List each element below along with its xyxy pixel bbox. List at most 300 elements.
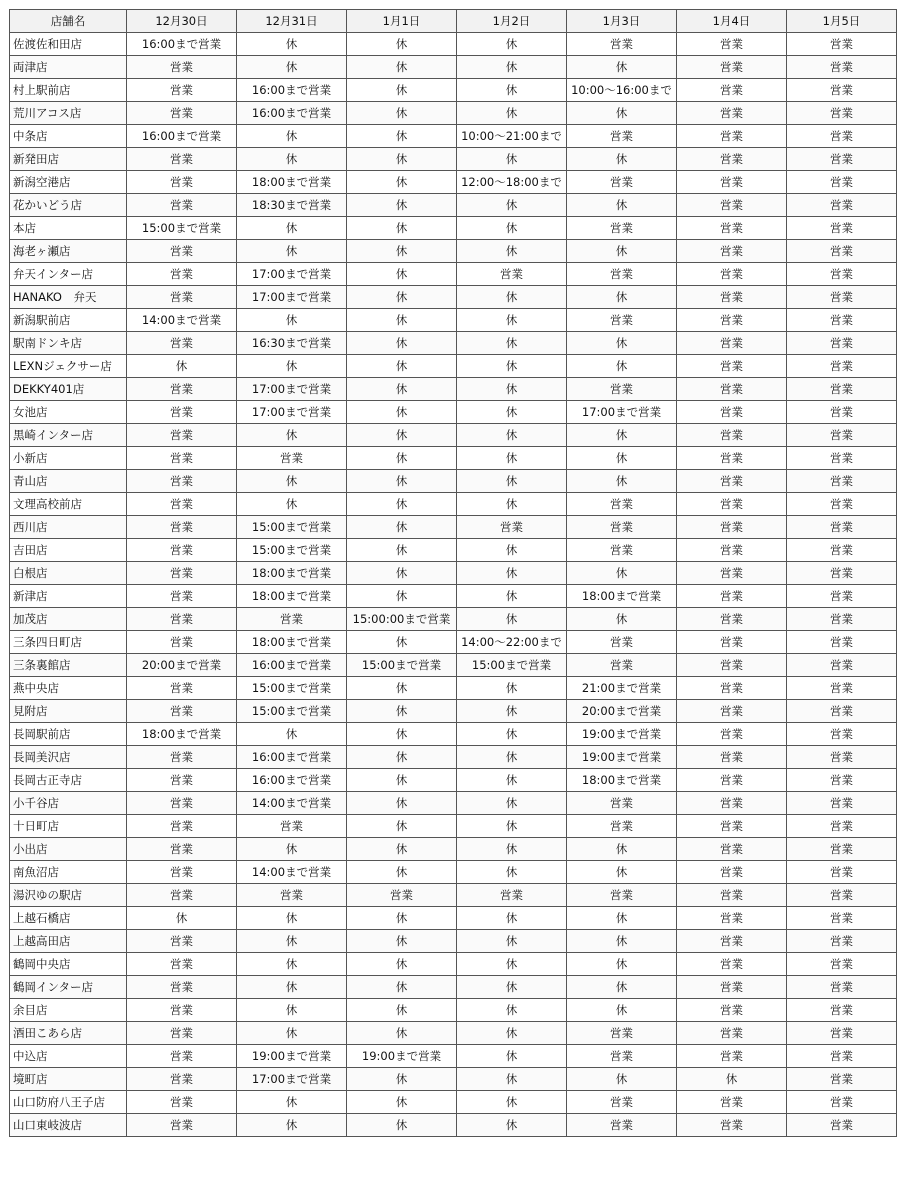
status-cell: 休 [237,930,347,953]
store-name-cell: 境町店 [10,1068,127,1091]
status-cell: 営業 [677,976,787,999]
status-cell: 21:00まで営業 [567,677,677,700]
table-row [10,1022,897,1045]
status-cell: 営業 [567,654,677,677]
status-cell: 休 [457,907,567,930]
status-cell: 休 [457,217,567,240]
status-cell: 営業 [567,884,677,907]
status-cell: 営業 [567,631,677,654]
status-cell: 営業 [677,723,787,746]
status-cell: 19:00まで営業 [237,1045,347,1068]
status-cell: 10:00～21:00まで [457,125,567,148]
status-cell: 営業 [127,516,237,539]
status-cell: 営業 [127,56,237,79]
status-cell: 休 [127,355,237,378]
status-cell: 休 [457,332,567,355]
table-row [10,447,897,470]
status-cell: 営業 [127,608,237,631]
status-cell: 営業 [677,79,787,102]
store-name-cell: 小千谷店 [10,792,127,815]
status-cell: 休 [457,240,567,263]
status-cell: 休 [237,493,347,516]
status-cell: 休 [347,240,457,263]
status-cell: 営業 [127,1091,237,1114]
column-header-date: 12月30日 [127,10,237,33]
store-name-cell: 新潟空港店 [10,171,127,194]
table-row [10,355,897,378]
status-cell: 休 [457,286,567,309]
status-cell: 休 [457,424,567,447]
table-row [10,148,897,171]
status-cell: 営業 [787,815,897,838]
status-cell: 休 [347,217,457,240]
status-cell: 営業 [677,447,787,470]
status-cell: 15:00まで営業 [237,700,347,723]
status-cell: 休 [567,286,677,309]
store-name-cell: 弁天インター店 [10,263,127,286]
status-cell: 休 [347,493,457,516]
status-cell: 営業 [127,148,237,171]
table-row [10,33,897,56]
status-cell: 営業 [787,792,897,815]
status-cell: 営業 [787,378,897,401]
status-cell: 営業 [677,792,787,815]
status-cell: 営業 [127,953,237,976]
status-cell: 20:00まで営業 [567,700,677,723]
table-row [10,953,897,976]
status-cell: 営業 [127,769,237,792]
status-cell: 15:00まで営業 [457,654,567,677]
status-cell: 営業 [127,447,237,470]
status-cell: 休 [457,194,567,217]
store-name-cell: 女池店 [10,401,127,424]
store-name-cell: 黒崎インター店 [10,424,127,447]
status-cell: 休 [457,930,567,953]
store-name-cell: 燕中央店 [10,677,127,700]
status-cell: 営業 [127,884,237,907]
status-cell: 営業 [237,608,347,631]
status-cell: 営業 [677,332,787,355]
status-cell: 休 [347,79,457,102]
status-cell: 営業 [567,539,677,562]
status-cell: 休 [567,148,677,171]
store-name-cell: 新津店 [10,585,127,608]
status-cell: 営業 [787,424,897,447]
status-cell: 営業 [567,1091,677,1114]
table-row [10,401,897,424]
store-name-cell: 中込店 [10,1045,127,1068]
table-row [10,539,897,562]
status-cell: 営業 [677,539,787,562]
status-cell: 15:00:00まで営業 [347,608,457,631]
status-cell: 営業 [677,493,787,516]
status-cell: 営業 [677,56,787,79]
status-cell: 休 [457,608,567,631]
status-cell: 休 [347,194,457,217]
status-cell: 休 [347,56,457,79]
status-cell: 休 [237,217,347,240]
store-name-cell: 長岡駅前店 [10,723,127,746]
status-cell: 休 [567,470,677,493]
status-cell: 営業 [787,240,897,263]
status-cell: 営業 [677,815,787,838]
status-cell: 営業 [127,999,237,1022]
status-cell: 休 [457,976,567,999]
status-cell: 営業 [127,493,237,516]
status-cell: 営業 [787,102,897,125]
status-cell: 休 [567,240,677,263]
store-name-cell: 本店 [10,217,127,240]
status-cell: 休 [457,355,567,378]
status-cell: 休 [567,1068,677,1091]
status-cell: 休 [347,677,457,700]
status-cell: 18:00まで営業 [237,585,347,608]
store-name-cell: 文理高校前店 [10,493,127,516]
status-cell: 営業 [127,631,237,654]
status-cell: 休 [347,148,457,171]
status-cell: 休 [457,470,567,493]
status-cell: 休 [567,355,677,378]
status-cell: 休 [457,953,567,976]
status-cell: 営業 [237,447,347,470]
status-cell: 休 [677,1068,787,1091]
status-cell: 休 [237,470,347,493]
status-cell: 16:00まで営業 [237,102,347,125]
status-cell: 休 [237,1022,347,1045]
status-cell: 営業 [677,746,787,769]
status-cell: 営業 [677,217,787,240]
status-cell: 営業 [787,1068,897,1091]
table-row [10,999,897,1022]
status-cell: 休 [347,401,457,424]
store-name-cell: 三条四日町店 [10,631,127,654]
status-cell: 営業 [127,792,237,815]
status-cell: 営業 [677,838,787,861]
status-cell: 営業 [787,746,897,769]
status-cell: 営業 [677,102,787,125]
status-cell: 営業 [677,516,787,539]
status-cell: 営業 [127,171,237,194]
status-cell: 営業 [127,263,237,286]
status-cell: 18:00まで営業 [237,171,347,194]
table-row [10,378,897,401]
status-cell: 休 [457,56,567,79]
status-cell: 休 [347,102,457,125]
status-cell: 営業 [567,309,677,332]
holiday-schedule-table [9,9,897,1137]
status-cell: 営業 [787,33,897,56]
store-name-cell: 上越高田店 [10,930,127,953]
status-cell: 休 [457,539,567,562]
status-cell: 営業 [127,677,237,700]
table-row [10,562,897,585]
table-row [10,79,897,102]
status-cell: 営業 [677,263,787,286]
status-cell: 営業 [677,424,787,447]
status-cell: 営業 [677,884,787,907]
status-cell: 営業 [787,217,897,240]
table-row [10,654,897,677]
store-name-cell: 鶴岡中央店 [10,953,127,976]
status-cell: 営業 [677,769,787,792]
status-cell: 休 [347,332,457,355]
status-cell: 営業 [457,516,567,539]
status-cell: 19:00まで営業 [567,723,677,746]
status-cell: 16:00まで営業 [127,33,237,56]
status-cell: 19:00まで営業 [347,1045,457,1068]
status-cell: 休 [237,1091,347,1114]
status-cell: 営業 [677,309,787,332]
store-name-cell: 新発田店 [10,148,127,171]
status-cell: 営業 [567,378,677,401]
schedule-wrapper [9,9,897,1137]
status-cell: 営業 [787,1091,897,1114]
status-cell: 休 [237,1114,347,1137]
status-cell: 休 [347,631,457,654]
store-name-cell: 長岡古正寺店 [10,769,127,792]
status-cell: 休 [237,355,347,378]
status-cell: 休 [347,355,457,378]
status-cell: 営業 [677,1045,787,1068]
status-cell: 営業 [567,516,677,539]
status-cell: 休 [567,861,677,884]
table-row [10,815,897,838]
store-name-cell: 両津店 [10,56,127,79]
status-cell: 営業 [787,907,897,930]
status-cell: 休 [457,1045,567,1068]
status-cell: 営業 [127,585,237,608]
store-name-cell: DEKKY401店 [10,378,127,401]
status-cell: 営業 [677,148,787,171]
status-cell: 休 [457,585,567,608]
status-cell: 営業 [567,815,677,838]
store-name-cell: 吉田店 [10,539,127,562]
status-cell: 営業 [787,516,897,539]
status-cell: 営業 [677,378,787,401]
status-cell: 休 [237,309,347,332]
table-row [10,907,897,930]
status-cell: 営業 [677,907,787,930]
store-name-cell: 上越石橋店 [10,907,127,930]
status-cell: 14:00～22:00まで [457,631,567,654]
column-header-date: 1月5日 [787,10,897,33]
column-header-store: 店舗名 [10,10,127,33]
status-cell: 休 [237,240,347,263]
status-cell: 休 [347,723,457,746]
status-cell: 営業 [677,930,787,953]
status-cell: 営業 [127,378,237,401]
status-cell: 休 [457,1022,567,1045]
column-header-date: 1月1日 [347,10,457,33]
status-cell: 休 [567,424,677,447]
status-cell: 14:00まで営業 [237,792,347,815]
store-name-cell: 小新店 [10,447,127,470]
status-cell: 営業 [237,884,347,907]
status-cell: 営業 [567,171,677,194]
status-cell: 営業 [787,194,897,217]
status-cell: 休 [237,723,347,746]
table-row [10,56,897,79]
store-name-cell: 三条裏館店 [10,654,127,677]
status-cell: 休 [567,102,677,125]
store-name-cell: 小出店 [10,838,127,861]
table-row [10,677,897,700]
status-cell: 休 [347,470,457,493]
status-cell: 営業 [787,976,897,999]
status-cell: 12:00～18:00まで [457,171,567,194]
status-cell: 営業 [677,562,787,585]
status-cell: 15:00まで営業 [237,539,347,562]
store-name-cell: 湯沢ゆの駅店 [10,884,127,907]
status-cell: 営業 [677,194,787,217]
status-cell: 休 [567,999,677,1022]
column-header-date: 1月4日 [677,10,787,33]
status-cell: 営業 [567,1045,677,1068]
status-cell: 休 [457,792,567,815]
status-cell: 営業 [787,585,897,608]
status-cell: 営業 [127,1114,237,1137]
status-cell: 営業 [787,608,897,631]
table-row [10,125,897,148]
table-row [10,240,897,263]
table-row [10,493,897,516]
status-cell: 15:00まで営業 [127,217,237,240]
status-cell: 16:00まで営業 [237,79,347,102]
status-cell: 営業 [127,401,237,424]
status-cell: 営業 [677,33,787,56]
status-cell: 営業 [787,861,897,884]
status-cell: 休 [457,1068,567,1091]
store-name-cell: 青山店 [10,470,127,493]
table-row [10,976,897,999]
status-cell: 休 [457,723,567,746]
status-cell: 休 [347,746,457,769]
status-cell: 営業 [567,125,677,148]
status-cell: 営業 [567,263,677,286]
status-cell: 営業 [787,953,897,976]
status-cell: 休 [567,194,677,217]
status-cell: 営業 [787,355,897,378]
status-cell: 営業 [787,286,897,309]
status-cell: 休 [567,930,677,953]
status-cell: 営業 [567,1022,677,1045]
status-cell: 営業 [787,631,897,654]
status-cell: 営業 [127,562,237,585]
status-cell: 16:00まで営業 [237,746,347,769]
status-cell: 営業 [127,746,237,769]
status-cell: 18:00まで営業 [127,723,237,746]
status-cell: 営業 [127,286,237,309]
status-cell: 営業 [677,953,787,976]
status-cell: 休 [457,677,567,700]
table-row [10,631,897,654]
status-cell: 営業 [787,654,897,677]
status-cell: 休 [347,171,457,194]
table-row [10,608,897,631]
status-cell: 17:00まで営業 [567,401,677,424]
table-row [10,723,897,746]
status-cell: 休 [347,769,457,792]
store-name-cell: 長岡美沢店 [10,746,127,769]
store-name-cell: 山口防府八王子店 [10,1091,127,1114]
status-cell: 営業 [677,608,787,631]
status-cell: 営業 [677,585,787,608]
status-cell: 20:00まで営業 [127,654,237,677]
status-cell: 休 [237,125,347,148]
status-cell: 営業 [787,838,897,861]
store-name-cell: 中条店 [10,125,127,148]
status-cell: 営業 [787,700,897,723]
table-row [10,884,897,907]
status-cell: 休 [237,56,347,79]
table-row [10,1114,897,1137]
status-cell: 休 [347,907,457,930]
status-cell: 休 [457,769,567,792]
status-cell: 営業 [787,56,897,79]
store-name-cell: 花かいどう店 [10,194,127,217]
status-cell: 休 [347,447,457,470]
status-cell: 休 [237,953,347,976]
status-cell: 14:00まで営業 [127,309,237,332]
status-cell: 休 [347,516,457,539]
status-cell: 17:00まで営業 [237,378,347,401]
status-cell: 休 [347,861,457,884]
status-cell: 休 [237,148,347,171]
status-cell: 休 [457,102,567,125]
status-cell: 営業 [787,1022,897,1045]
status-cell: 営業 [677,631,787,654]
status-cell: 営業 [677,700,787,723]
status-cell: 休 [457,562,567,585]
status-cell: 営業 [127,1045,237,1068]
status-cell: 営業 [677,286,787,309]
store-name-cell: 見附店 [10,700,127,723]
status-cell: 休 [567,838,677,861]
status-cell: 営業 [787,999,897,1022]
table-row [10,171,897,194]
store-name-cell: 余目店 [10,999,127,1022]
table-row [10,838,897,861]
table-row [10,286,897,309]
store-name-cell: 海老ヶ瀬店 [10,240,127,263]
status-cell: 営業 [127,930,237,953]
status-cell: 営業 [127,102,237,125]
store-name-cell: 鶴岡インター店 [10,976,127,999]
status-cell: 休 [457,148,567,171]
status-cell: 16:00まで営業 [127,125,237,148]
status-cell: 休 [567,562,677,585]
status-cell: 営業 [567,493,677,516]
status-cell: 営業 [677,355,787,378]
status-cell: 営業 [127,240,237,263]
status-cell: 休 [457,861,567,884]
status-cell: 営業 [787,263,897,286]
status-cell: 休 [567,976,677,999]
status-cell: 営業 [787,447,897,470]
status-cell: 休 [237,33,347,56]
status-cell: 休 [347,286,457,309]
table-row [10,332,897,355]
table-row [10,861,897,884]
status-cell: 営業 [787,79,897,102]
status-cell: 17:00まで営業 [237,401,347,424]
status-cell: 18:00まで営業 [237,562,347,585]
store-name-cell: 荒川アコス店 [10,102,127,125]
status-cell: 休 [457,401,567,424]
status-cell: 営業 [787,148,897,171]
status-cell: 営業 [127,1022,237,1045]
status-cell: 休 [457,309,567,332]
